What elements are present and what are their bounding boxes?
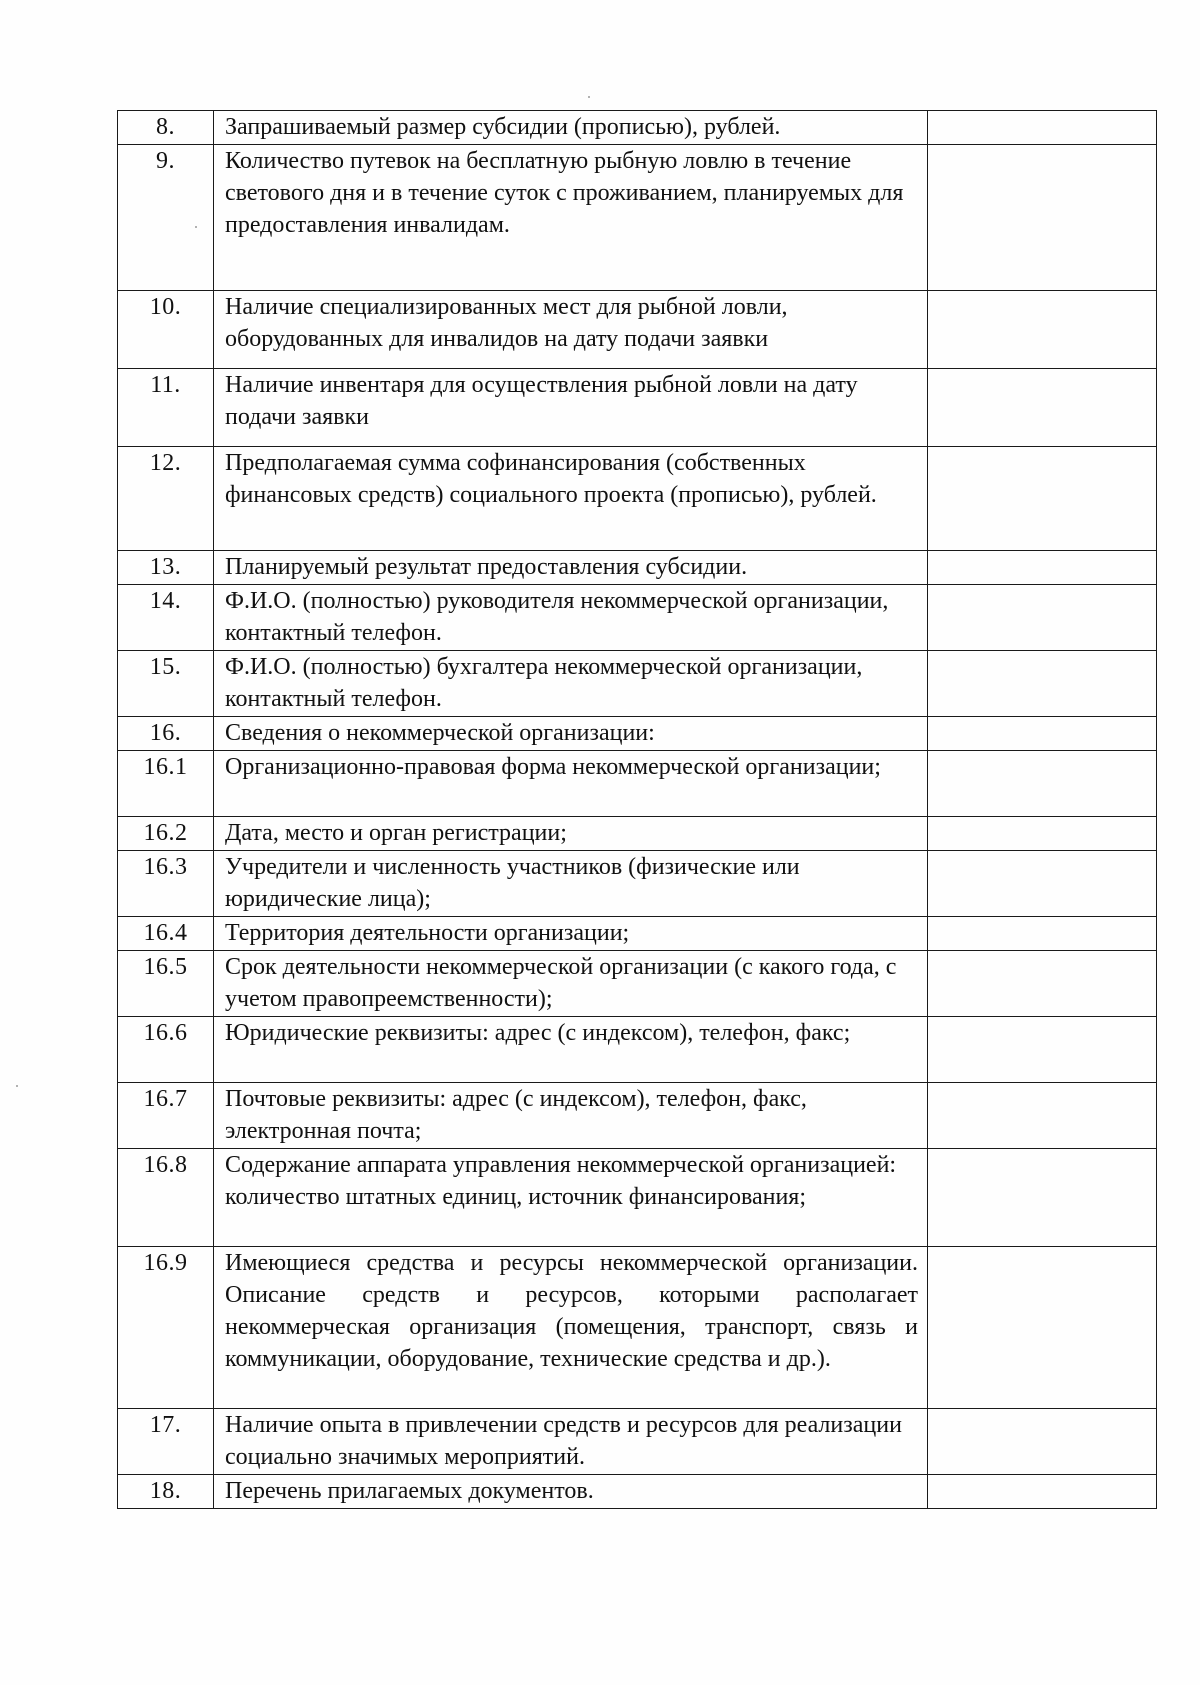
row-label: Наличие специализированных мест для рыбной ловли, оборудованных для инвалидов на дату подачи заявки [214,291,928,369]
row-label: Наличие инвентаря для осуществления рыбной ловли на дату подачи заявки [214,369,928,447]
table-row [118,817,1157,851]
row-label: Ф.И.О. (полностью) бухгалтера некоммерческой организации, контактный телефон. [214,651,928,717]
row-number: 16.6 [118,1017,214,1083]
row-label: Имеющиеся средства и ресурсы некоммерческой организации. Описание средств и ресурсов, которыми располагает некоммерческая организация (помещения, транспорт, связь и коммуникации, оборудование, технические средства и др.). [214,1247,928,1409]
row-value-cell[interactable] [928,369,1157,447]
row-number: 9. [118,145,214,291]
row-number: 16.4 [118,917,214,951]
table-row [118,145,1157,291]
row-label: Предполагаемая сумма софинансирования (собственных финансовых средств) социального проекта (прописью), рублей. [214,447,928,551]
row-label: Наличие опыта в привлечении средств и ресурсов для реализации социально значимых мероприятий. [214,1409,928,1475]
row-number: 13. [118,551,214,585]
row-value-cell[interactable] [928,1083,1157,1149]
table-row [118,551,1157,585]
row-label: Количество путевок на бесплатную рыбную ловлю в течение светового дня и в течение суток с проживанием, планируемых для предоставления инвалидам. [214,145,928,291]
table-row [118,1409,1157,1475]
table-row [118,1247,1157,1409]
row-value-cell[interactable] [928,1475,1157,1509]
row-number: 16.7 [118,1083,214,1149]
row-number: 17. [118,1409,214,1475]
row-number: 16.3 [118,851,214,917]
row-number: 14. [118,585,214,651]
row-value-cell[interactable] [928,1409,1157,1475]
row-value-cell[interactable] [928,111,1157,145]
row-number: 10. [118,291,214,369]
row-number: 16.8 [118,1149,214,1247]
table-row [118,585,1157,651]
row-value-cell[interactable] [928,551,1157,585]
table-row [118,751,1157,817]
row-label: Организационно-правовая форма некоммерческой организации; [214,751,928,817]
row-label: Юридические реквизиты: адрес (с индексом), телефон, факс; [214,1017,928,1083]
row-label: Дата, место и орган регистрации; [214,817,928,851]
row-label: Ф.И.О. (полностью) руководителя некоммерческой организации, контактный телефон. [214,585,928,651]
row-value-cell[interactable] [928,585,1157,651]
row-label: Учредители и численность участников (физические или юридические лица); [214,851,928,917]
row-label: Запрашиваемый размер субсидии (прописью), рублей. [214,111,928,145]
table-row [118,447,1157,551]
row-value-cell[interactable] [928,291,1157,369]
row-number: 15. [118,651,214,717]
row-number: 16.9 [118,1247,214,1409]
row-label: Планируемый результат предоставления субсидии. [214,551,928,585]
row-value-cell[interactable] [928,1247,1157,1409]
row-label: Содержание аппарата управления некоммерческой организацией: количество штатных единиц, источник финансирования; [214,1149,928,1247]
row-label: Территория деятельности организации; [214,917,928,951]
row-label: Срок деятельности некоммерческой организации (с какого года, с учетом правопреемственности); [214,951,928,1017]
row-label: Сведения о некоммерческой организации: [214,717,928,751]
row-number: 11. [118,369,214,447]
row-value-cell[interactable] [928,751,1157,817]
table-row [118,1475,1157,1509]
application-form-table [117,110,1157,1509]
scan-speck [588,96,590,98]
scan-speck [16,1085,18,1087]
table-row [118,851,1157,917]
row-label: Почтовые реквизиты: адрес (с индексом), телефон, факс, электронная почта; [214,1083,928,1149]
row-number: 16.5 [118,951,214,1017]
row-value-cell[interactable] [928,447,1157,551]
row-value-cell[interactable] [928,951,1157,1017]
row-number: 12. [118,447,214,551]
row-number: 16. [118,717,214,751]
row-value-cell[interactable] [928,651,1157,717]
row-value-cell[interactable] [928,717,1157,751]
row-number: 18. [118,1475,214,1509]
row-value-cell[interactable] [928,145,1157,291]
table-row [118,1017,1157,1083]
row-value-cell[interactable] [928,1017,1157,1083]
row-number: 16.2 [118,817,214,851]
table-row [118,917,1157,951]
table-row [118,1149,1157,1247]
row-label: Перечень прилагаемых документов. [214,1475,928,1509]
row-value-cell[interactable] [928,817,1157,851]
table-row [118,651,1157,717]
table-row [118,291,1157,369]
row-value-cell[interactable] [928,917,1157,951]
table-row [118,369,1157,447]
table-row [118,717,1157,751]
row-value-cell[interactable] [928,1149,1157,1247]
row-value-cell[interactable] [928,851,1157,917]
table-row [118,1083,1157,1149]
row-number: 8. [118,111,214,145]
table-row [118,111,1157,145]
row-number: 16.1 [118,751,214,817]
table-row [118,951,1157,1017]
